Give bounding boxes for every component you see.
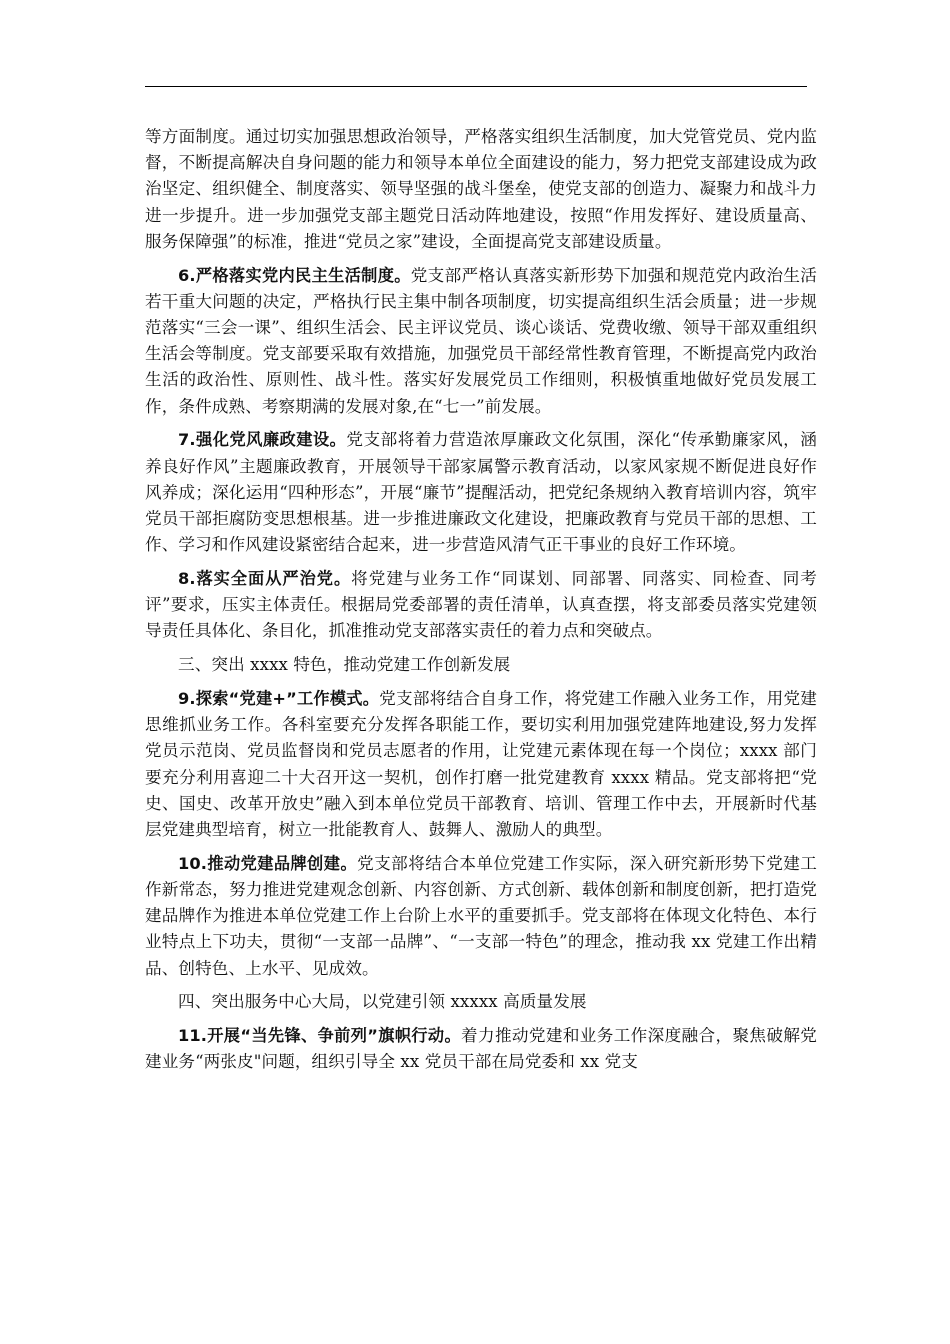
paragraph-item-9 xyxy=(145,686,817,843)
item-title: 7.强化党风廉政建设。 xyxy=(178,430,347,450)
paragraph-item-8 xyxy=(145,566,817,645)
section-heading-3: 三、突出 xxxx 特色，推动党建工作创新发展 xyxy=(178,655,511,675)
item-title: 11.开展“当先锋、争前列”旗帜行动。 xyxy=(178,1026,462,1046)
paragraph-text: 等方面制度。通过切实加强思想政治领导，严格落实组织生活制度，加大党管党员、党内监督，不断提高解决自身问题的能力和领导本单位全面建设的能力，努力把党支部建设成为政治坚定、组织健全、制度落实、领导坚强的战斗堡垒，使党支部的创造力、凝聚力和战斗力进一步提升。进一步加强党支部主题党日活动阵地建设，按照“作用发挥好、建设质量高、服务保障强”的标准，推进“党员之家”建设，全面提高党支部建设质量。 xyxy=(145,127,817,251)
item-title: 8.落实全面从严治党。 xyxy=(178,569,352,589)
item-title: 10.推动党建品牌创建。 xyxy=(178,853,358,873)
paragraph-continuation xyxy=(145,124,817,255)
paragraph-text: 党支部严格认真落实新形势下加强和规范党内政治生活若干重大问题的决定，严格执行民主集中制各项制度，切实提高组织生活会质量；进一步规范落实“三会一课”、组织生活会、民主评议党员、谈心谈话、党费收缴、领导干部双重组织生活会等制度。党支部要采取有效措施，加强党员干部经常性教育管理，不断提高党内政治生活的政治性、原则性、战斗性。落实好发展党员工作细则，积极慎重地做好党员发展工作，条件成熟、考察期满的发展对象,在“七一”前发展。 xyxy=(145,265,817,416)
paragraph-item-11 xyxy=(145,1023,817,1075)
paragraph-item-6 xyxy=(145,263,817,420)
paragraph-text: 着力推动党建和业务工作深度融合，聚焦破解党建业务“两张皮"问题，组织引导全 xx 党员干部在局党委和 xx 党支 xyxy=(145,1026,817,1072)
header-rule xyxy=(145,86,807,87)
item-title: 6.严格落实党内民主生活制度。 xyxy=(178,265,411,285)
paragraph-text: 党支部将着力营造浓厚廉政文化氛围，深化“传承勤廉家风，涵养良好作风”主题廉政教育，开展领导干部家属警示教育活动，以家风家规不断促进良好作风养成；深化运用“四种形态”，开展“廉节”提醒活动，把党纪条规纳入教育培训内容，筑牢党员干部拒腐防变思想根基。进一步推进廉政文化建设，把廉政教育与党员干部的思想、工作、学习和作风建设紧密结合起来，进一步营造风清气正干事业的良好工作环境。 xyxy=(145,430,817,555)
paragraph-item-10 xyxy=(145,851,817,982)
paragraph-item-7 xyxy=(145,427,817,558)
paragraph-text: 党支部将结合自身工作，将党建工作融入业务工作，用党建思维抓业务工作。各科室要充分发挥各职能工作，要切实利用加强党建阵地建设,努力发挥党员示范岗、党员监督岗和党员志愿者的作用，让党建元素体现在每一个岗位；xxxx 部门要充分利用喜迎二十大召开这一契机，创作打磨一批党建教育 xxxx 精品。党支部将把“党史、国史、改革开放史”融入到本单位党员干部教育、培训、管理工作中去，开展新时代基层党建典型培育，树立一批能教育人、鼓舞人、激励人的典型。 xyxy=(145,689,817,840)
item-title: 9.探索“党建+”工作模式。 xyxy=(178,689,380,709)
section-heading-4: 四、突出服务中心大局，以党建引领 xxxxx 高质量发展 xyxy=(178,992,587,1012)
document-body xyxy=(145,124,817,1076)
paragraph-text: 党支部将结合本单位党建工作实际，深入研究新形势下党建工作新常态，努力推进党建观念创新、内容创新、方式创新、载体创新和制度创新，把打造党建品牌作为推进本单位党建工作上台阶上水平的重要抓手。党支部将在体现文化特色、本行业特点上下功夫，贯彻“一支部一品牌”、“一支部一特色”的理念，推动我 xx 党建工作出精品、创特色、上水平、见成效。 xyxy=(145,853,817,978)
paragraph-text: 将党建与业务工作“同谋划、同部署、同落实、同检查、同考评”要求，压实主体责任。根据局党委部署的责任清单，认真查摆，将支部委员落实党建领导责任具体化、条目化，抓准推动党支部落实责任的着力点和突破点。 xyxy=(145,569,817,641)
